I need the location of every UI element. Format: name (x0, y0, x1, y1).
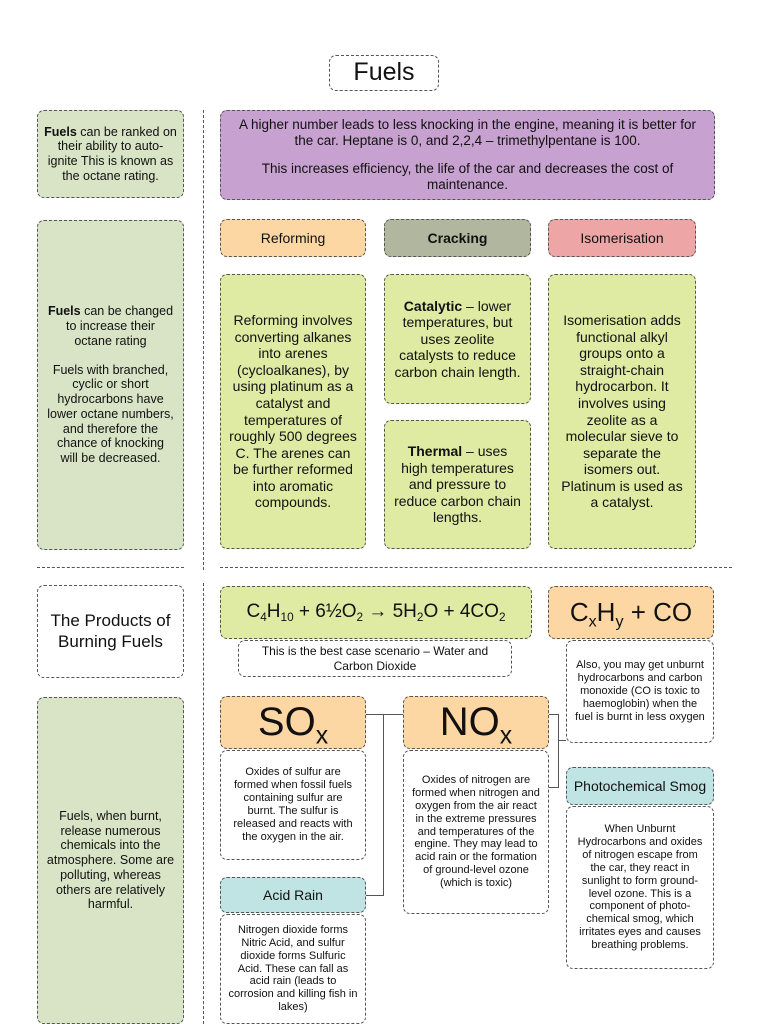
eq-h: H (266, 601, 281, 623)
nox-main: NO (439, 699, 500, 744)
section-divider-right (220, 567, 732, 568)
vertical-divider (203, 110, 204, 570)
smog-text: When Unburnt Hydrocarbons and oxides of nitrogen escape from the car, they react in sunlight to form ground-level ozone. This is a component of photo-chemical smog, which irritates eyes and causes breathing problems. (577, 822, 703, 952)
nox-description (403, 750, 549, 914)
reforming-label-text: Reforming (260, 229, 326, 246)
smog-description (566, 806, 714, 969)
nox-text: Oxides of nitrogen are formed when nitrogen and oxygen from the air react in the extreme pressures and temperatures of the engine. They may lead to acid rain or the formation of ground-level ozone (which is toxic) (412, 773, 540, 890)
sox-text: Oxides of sulfur are formed when fossil fuels containing sulfur are burnt. The sulfur is released and reacts with the oxygen in the air. (233, 766, 353, 843)
products-note-text: Fuels, when burnt, release numerous chemicals into the atmosphere. Some are polluting, whereas others are relatively harmful. (46, 808, 175, 912)
cracking-label-text: Cracking (427, 229, 488, 246)
best-case-note (238, 640, 512, 677)
catalytic-cracking-description (384, 274, 531, 404)
products-heading-text: The Products of Burning Fuels (50, 611, 171, 651)
thermal-cracking-description (384, 420, 531, 549)
changing-note-bold: Fuels (47, 304, 81, 319)
cxhy-description (566, 640, 714, 743)
eq-h2o-sub: 2 (416, 611, 424, 625)
section-divider-left (37, 567, 184, 568)
catalytic-bold: Catalytic (403, 297, 463, 314)
combustion-equation (220, 586, 532, 639)
eq-arrow-h2o: → 5H (363, 601, 417, 623)
eq-c: C (246, 601, 261, 623)
eq-c-sub: 4 (260, 611, 267, 625)
octane-note-bold: Fuels (44, 124, 77, 139)
reforming-description (220, 274, 366, 549)
products-heading (37, 585, 184, 678)
cxhy-co-box (548, 586, 714, 639)
eq-co2: O + 4CO (423, 601, 499, 623)
products-note (37, 697, 184, 1024)
cxhy-y: y (615, 612, 624, 631)
cracking-label (384, 219, 531, 257)
octane-info-box (220, 110, 715, 200)
nox-sub: x (499, 722, 513, 750)
octane-note-text: can be ranked on their ability to auto-ignite This is known as the octane rating. (47, 124, 177, 183)
isomerisation-description (548, 274, 696, 549)
reforming-label (220, 219, 366, 257)
reforming-text: Reforming involves converting alkanes into arenes (cycloalkanes), by using platinum as a catalyst and temperatures of roughly 500 degrees C. The arenes can be further reformed into aromatic compounds. (229, 312, 357, 511)
cxhy-c: C (569, 597, 589, 628)
octane-rating-note (37, 110, 184, 198)
cxhy-smog-connector (558, 740, 566, 741)
acid-rain-label-text: Acid Rain (263, 886, 323, 903)
nox-smog-connector (549, 714, 559, 788)
cxhy-x: x (588, 612, 597, 631)
acid-rain-label (220, 877, 366, 913)
eq-o2-sub: 2 (356, 611, 364, 625)
nox-box (403, 696, 549, 749)
thermal-text: – uses high temperatures and pressure to reduce carbon chain lengths. (394, 443, 521, 526)
changing-note-text-2: Fuels with branched, cyclic or short hydrocarbons have lower octane numbers, and therefore the chance of knocking will be decreased. (47, 362, 174, 465)
changing-octane-note (37, 220, 184, 550)
cxhy-h: H (596, 597, 616, 628)
sox-box (220, 696, 366, 749)
smog-label-text: Photochemical Smog (573, 777, 707, 794)
sox-sub: x (315, 722, 329, 750)
changing-note-text: can be changed to increase their octane rating (66, 304, 174, 348)
acid-rain-description (220, 914, 366, 1024)
eq-o2: + 6½O (293, 601, 357, 623)
vertical-divider-lower (203, 583, 204, 1024)
page-title (329, 55, 439, 91)
octane-info-2: This increases efficiency, the life of the car and decreases the cost of maintenance. (261, 161, 674, 192)
isomerisation-label-text: Isomerisation (580, 229, 664, 246)
nox-acid-rain-connector (366, 714, 384, 896)
cxhy-text: Also, you may get unburnt hydrocarbons and carbon monoxide (CO is toxic to haemoglobin) when the fuel is burnt in less oxygen (575, 659, 705, 723)
best-case-text: This is the best case scenario – Water and Carbon Dioxide (261, 644, 489, 673)
sox-description (220, 750, 366, 860)
octane-info-1: A higher number leads to less knocking in the engine, meaning it is better for the car. Heptane is 0, and 2,2,4 – trimethylpentane is 100. (238, 117, 697, 149)
eq-co2-sub: 2 (498, 611, 506, 625)
cxhy-co: + CO (623, 597, 693, 628)
sox-main: SO (257, 699, 316, 744)
smog-label (566, 767, 714, 805)
page-title-text: Fuels (353, 58, 415, 87)
eq-h-sub: 10 (280, 611, 294, 625)
catalytic-text: – lower temperatures, but uses zeolite catalysts to reduce carbon chain length. (394, 297, 521, 380)
isomerisation-label (548, 219, 696, 257)
acid-rain-text: Nitrogen dioxide forms Nitric Acid, and sulfur dioxide forms Sulfuric Acid. These can fall as acid rain (leads to corrosion and killing fish in lakes) (228, 923, 358, 1014)
thermal-bold: Thermal (407, 443, 463, 460)
isomerisation-text: Isomerisation adds functional alkyl groups onto a straight-chain hydrocarbon. It involves using zeolite as a molecular sieve to separate the isomers out. Platinum is used as a catalyst. (561, 312, 683, 511)
